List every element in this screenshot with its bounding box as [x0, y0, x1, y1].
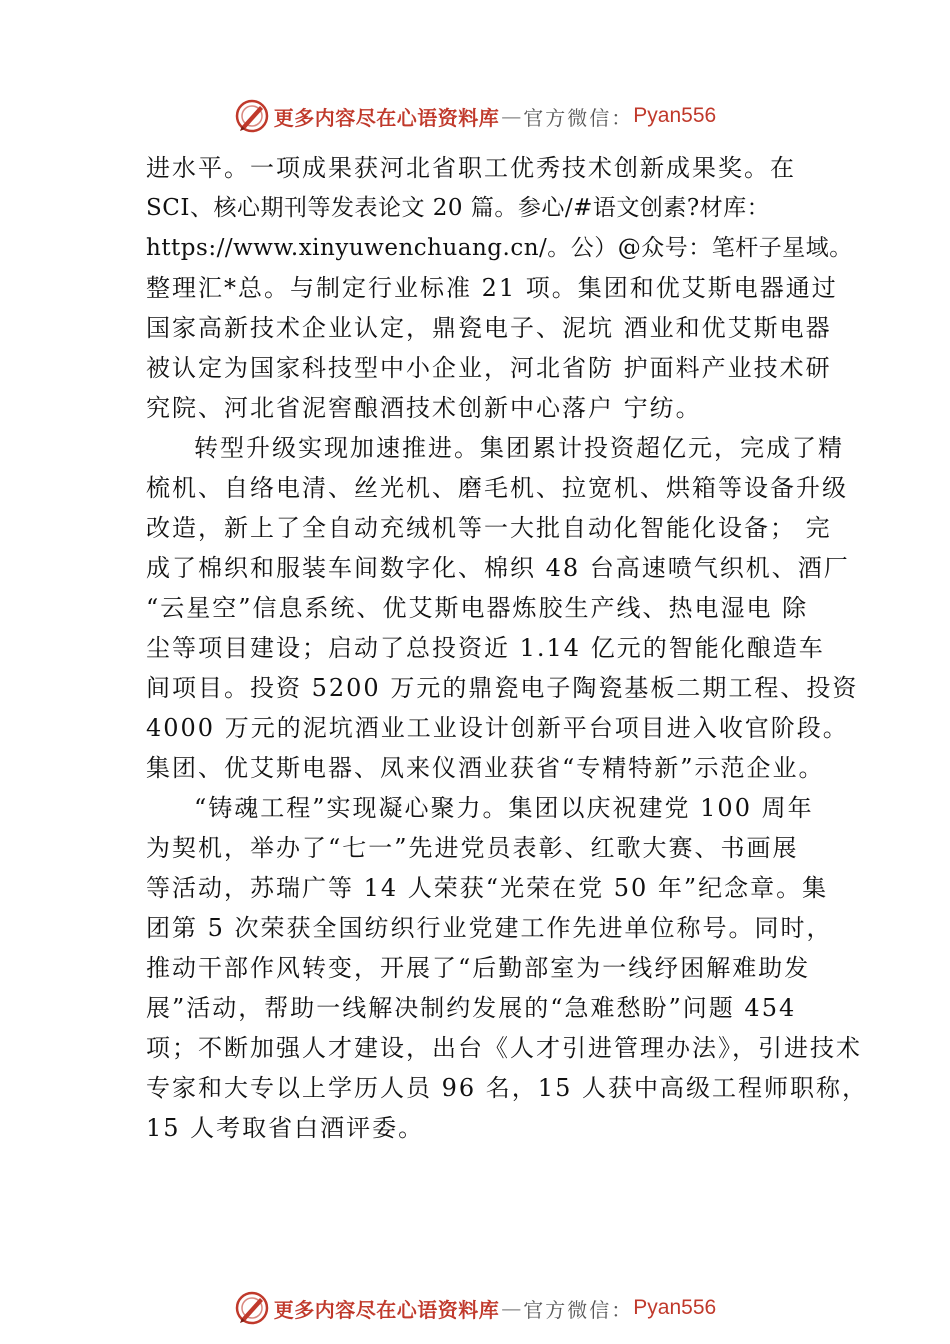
header-wechat-id: Pyan556: [633, 104, 717, 127]
text-line: 项；不断加强人才建设，出台《人才引进管理办法》，引进技术: [146, 1034, 862, 1062]
text-line: 集团、优艾斯电器、凤来仪酒业获省“专精特新”示范企业。: [146, 754, 825, 782]
text-line: 进水平。一项成果获河北省职工优秀技术创新成果奖。在: [146, 154, 796, 182]
header-brand-text: 更多内容尽在心语资料库: [273, 105, 500, 130]
header-banner: [0, 94, 950, 138]
text-line: 尘等项目建设；启动了总投资近 1.14 亿元的智能化酿造车: [146, 634, 825, 662]
text-line: 间项目。投资 5200 万元的鼎瓷电子陶瓷基板二期工程、投资: [146, 674, 859, 702]
text-line: 为契机，举办了“七一”先进党员表彰、红歌大赛、书画展: [146, 834, 799, 862]
text-line: 被认定为国家科技型中小企业，河北省防 护面料产业技术研: [146, 354, 832, 382]
text-line: 成了棉织和服装车间数字化、棉织 48 台高速喷气织机、酒厂: [146, 554, 850, 582]
text-line: 等活动，苏瑞广等 14 人荣获“光荣在党 50 年”纪念章。集: [146, 874, 829, 902]
text-line: 国家高新技术企业认定，鼎瓷电子、泥坑 酒业和优艾斯电器: [146, 314, 832, 342]
footer-brand-text: 更多内容尽在心语资料库: [273, 1297, 500, 1322]
header-dash: —: [501, 104, 522, 128]
text-line: 团第 5 次荣获全国纺织行业党建工作先进单位称号。同时，: [146, 914, 833, 942]
text-line: 究院、河北省泥窖酿酒技术创新中心落户 宁纺。: [146, 394, 702, 422]
text-line: “云星空”信息系统、优艾斯电器炼胶生产线、热电湿电 除: [146, 594, 809, 622]
footer-wechat-label: 官方微信：: [523, 1297, 634, 1322]
pen-logo-icon: [234, 98, 270, 134]
paragraph-start-line: “铸魂工程”实现凝心聚力。集团以庆祝建党 100 周年: [194, 794, 814, 822]
document-body: [146, 148, 868, 1148]
footer-banner: [0, 1286, 950, 1330]
text-line: 15 人考取省白酒评委。: [146, 1114, 425, 1142]
text-line: 推动干部作风转变，开展了“后勤部室为一线纾困解难助发: [146, 954, 811, 982]
header-wechat-label: 官方微信：: [523, 105, 634, 130]
text-line: 展”活动，帮助一线解决制约发展的“急难愁盼”问题 454: [146, 994, 797, 1022]
text-line: https://www.xinyuwenchuang.cn/。公）@众号：笔杆子星域。: [146, 235, 853, 261]
text-line: 专家和大专以上学历人员 96 名，15 人获中高级工程师职称，: [146, 1074, 868, 1102]
text-line: 改造，新上了全自动充绒机等一大批自动化智能化设备； 完: [146, 514, 832, 542]
paragraph-start-line: 转型升级实现加速推进。集团累计投资超亿元，完成了精: [194, 434, 844, 462]
text-line: SCI、核心期刊等发表论文 20 篇。参心/#语文创素?材库：: [146, 195, 771, 221]
footer-dash: —: [501, 1296, 522, 1320]
footer-wechat-id: Pyan556: [633, 1296, 717, 1319]
pen-logo-icon: [234, 1290, 270, 1326]
text-line: 4000 万元的泥坑酒业工业设计创新平台项目进入收官阶段。: [146, 714, 849, 742]
text-line: 梳机、自络电清、丝光机、磨毛机、拉宽机、烘箱等设备升级: [146, 474, 848, 502]
text-line: 整理汇*总。与制定行业标准 21 项。集团和优艾斯电器通过: [146, 274, 838, 302]
